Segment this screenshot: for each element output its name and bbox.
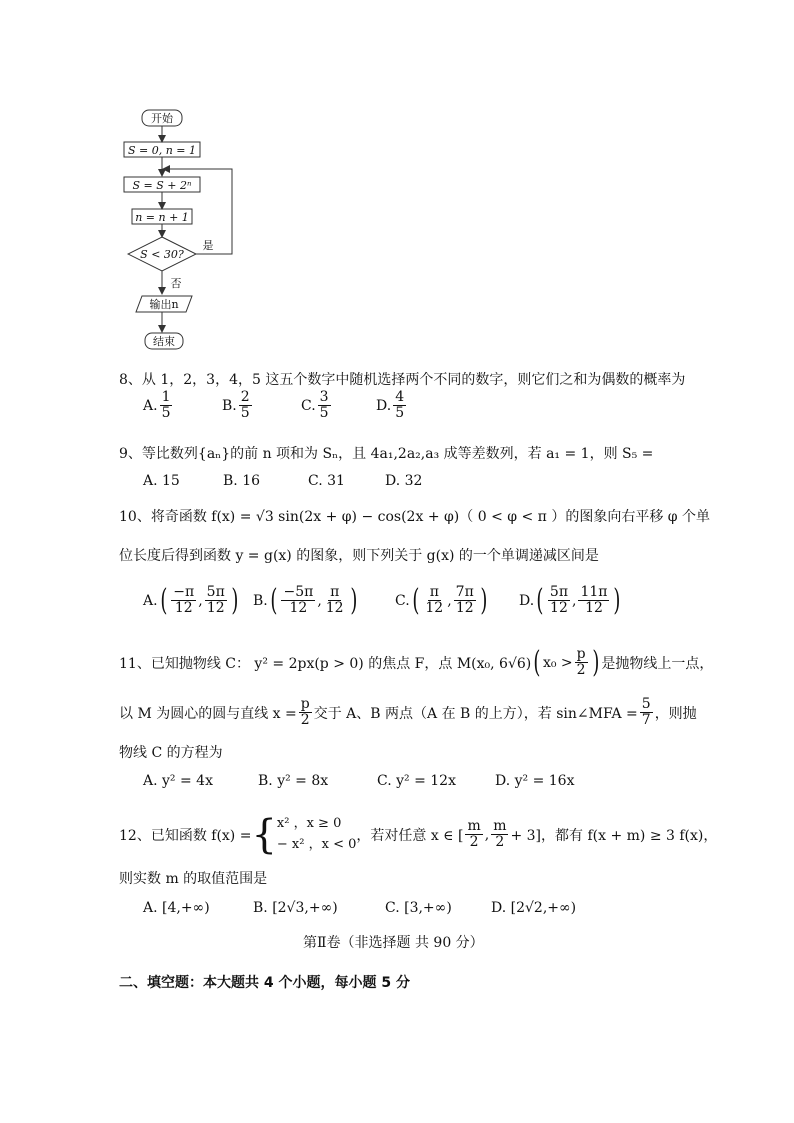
flow-start-label: 开始 xyxy=(151,112,173,125)
flow-init-label: S = 0, n = 1 xyxy=(127,144,197,157)
flow-condition-label: S < 30? xyxy=(140,248,184,261)
q11-option-a: A. y² = 4x xyxy=(143,773,213,789)
flowchart xyxy=(0,0,794,360)
part-2-heading: 二、填空题：本大题共 4 个小题，每小题 5 分 xyxy=(119,975,410,991)
q12-option-a: A. [4,+∞) xyxy=(143,900,210,916)
q12-option-b: B. [2√3,+∞) xyxy=(253,900,338,916)
q10-option-a: A. ( $\frac{-\pi}{12}$ , $\frac{5\pi}{12}$ ) xyxy=(143,582,239,618)
q10-option-b: B. ( $\frac{-5\pi}{12}$ , $\frac{\pi}{12}$ ) xyxy=(253,582,357,618)
flow-update-n-label: n = n + 1 xyxy=(135,211,189,224)
q8-option-b: B. $\frac{2}{5}$ xyxy=(222,389,250,422)
q9-option-a: A. 15 xyxy=(143,473,180,489)
q12-case-2: − x² ，x < 0 xyxy=(276,836,357,852)
flow-output-label: 输出n xyxy=(149,298,179,311)
q10-option-d: D. ( $\frac{5\pi}{12}$ , $\frac{11\pi}{12}$ ) xyxy=(519,582,621,618)
flow-yes-label: 是 xyxy=(202,239,214,252)
q11-option-d: D. y² = 16x xyxy=(495,773,575,789)
question-11-line-2: 以 M 为圆心的圆与直线 x = $\frac{p}{2}$ 交于 A、B 两点（A 在 B 的上方），若 sin∠MFA = $\frac{5}{7}$ ，则抛 xyxy=(119,696,697,729)
question-8-stem: 8、从 1，2，3，4，5 这五个数字中随机选择两个不同的数字，则它们之和为偶数的概率为 xyxy=(119,372,686,388)
q8-option-c: C. $\frac{3}{5}$ xyxy=(301,389,329,422)
q12-case-1: x² ，x ≥ 0 xyxy=(276,816,342,831)
question-12-line-1: 12、已知函数 f(x) = { x² ，x ≥ 0 − x² ，x < 0 ，若对任意 x ∈ [ $\frac{m}{2}$ , $\frac{m}{2}$ + 3]，都有 f(x + m) ≥ 3 f(x)， xyxy=(119,811,718,858)
q12-option-c: C. [3,+∞) xyxy=(385,900,452,916)
q9-option-c: C. 31 xyxy=(308,473,345,489)
question-11-line-1: 11、已知抛物线 C： y² = 2px(p > 0) 的焦点 F，点 M(x₀, 6√6) ( x₀ > $\frac{p}{2}$ ) 是抛物线上一点， xyxy=(119,644,714,680)
q9-option-b: B. 16 xyxy=(223,473,261,489)
section-ii-title: 第Ⅱ卷（非选择题 共 90 分） xyxy=(303,935,484,951)
question-11-line-3: 物线 C 的方程为 xyxy=(119,745,223,761)
q10-option-c: C. ( $\frac{\pi}{12}$ , $\frac{7\pi}{12}$ ) xyxy=(395,582,488,618)
question-9-stem: 9、等比数列{aₙ}的前 n 项和为 Sₙ，且 4a₁,2a₂,a₃ 成等差数列，若 a₁ = 1，则 S₅ = xyxy=(119,446,654,462)
flow-update-s-label: S = S + 2ⁿ xyxy=(132,179,192,192)
q9-option-d: D. 32 xyxy=(385,473,423,489)
question-10-line-2: 位长度后得到函数 y = g(x) 的图象，则下列关于 g(x) 的一个单调递减区间是 xyxy=(119,548,599,564)
question-10-line-1: 10、将奇函数 f(x) = √3 sin(2x + φ) − cos(2x + φ)（ 0 < φ < π ）的图象向右平移 φ 个单 xyxy=(119,509,711,525)
q8-option-a: A. $\frac{1}{5}$ xyxy=(143,389,171,422)
flow-no-label: 否 xyxy=(170,277,182,290)
flow-end-label: 结束 xyxy=(153,335,175,348)
q11-option-c: C. y² = 12x xyxy=(377,773,456,789)
q8-option-d: D. $\frac{4}{5}$ xyxy=(376,389,405,422)
question-12-line-2: 则实数 m 的取值范围是 xyxy=(119,871,268,887)
q11-option-b: B. y² = 8x xyxy=(258,773,329,789)
q12-option-d: D. [2√2,+∞) xyxy=(491,900,577,916)
